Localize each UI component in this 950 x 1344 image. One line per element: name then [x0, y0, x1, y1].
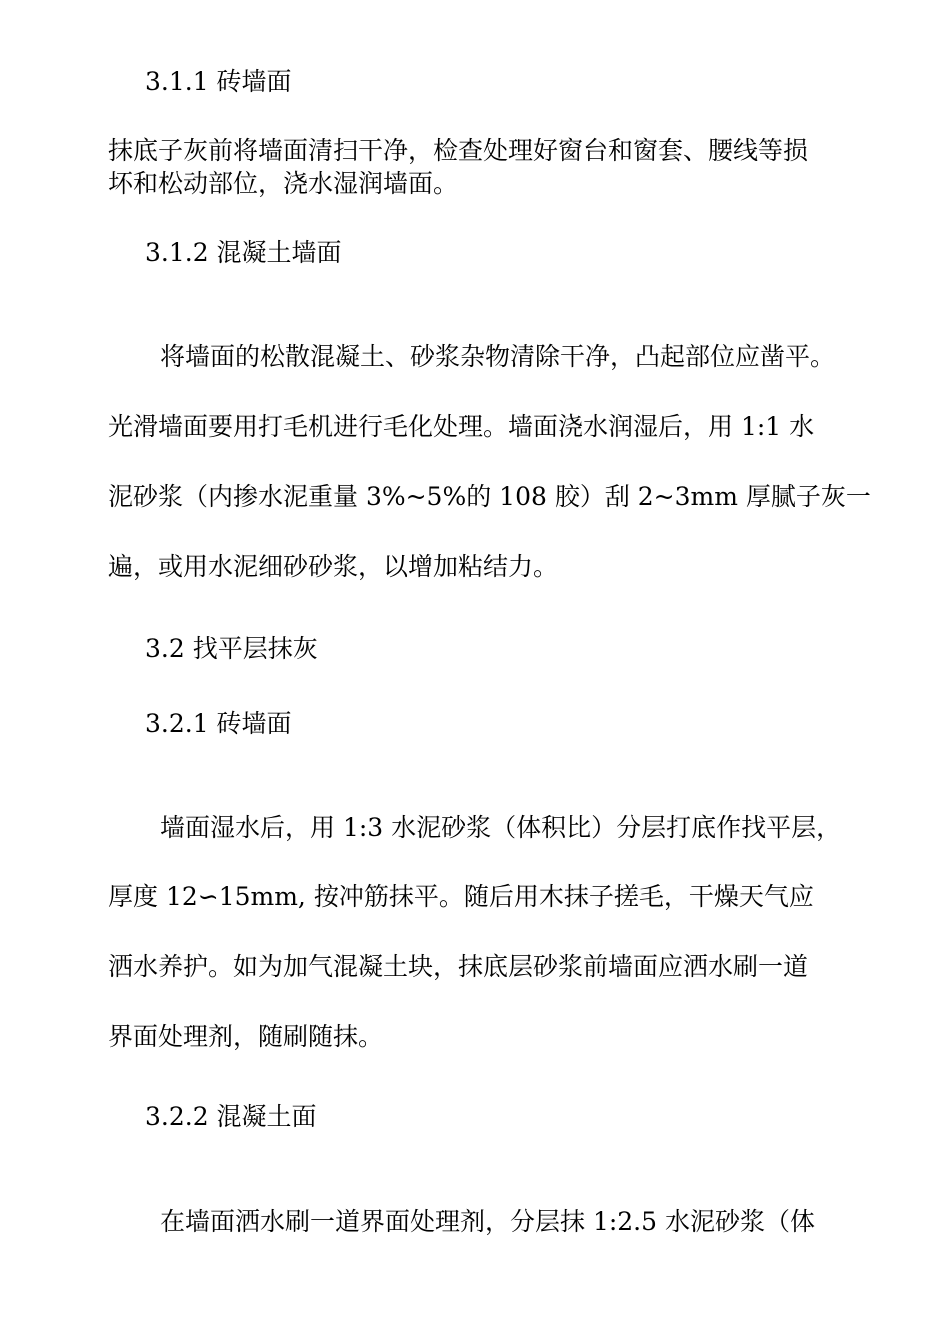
heading-3-1-2: 3.1.2 混凝土墙面 — [145, 238, 342, 267]
heading-3-2-2: 3.2.2 混凝土面 — [145, 1102, 317, 1131]
paragraph-line: 光滑墙面要用打毛机进行毛化处理。墙面浇水润湿后，用 1:1 水 — [108, 412, 815, 441]
paragraph-line: 墙面湿水后，用 1:3 水泥砂浆（体积比）分层打底作找平层， — [160, 813, 842, 842]
paragraph-line: 遍，或用水泥细砂砂浆，以增加粘结力。 — [108, 552, 559, 581]
heading-3-1-1: 3.1.1 砖墙面 — [145, 67, 292, 96]
paragraph-line: 将墙面的松散混凝土、砂浆杂物清除干净，凸起部位应凿平。 — [160, 342, 836, 371]
heading-3-2-1: 3.2.1 砖墙面 — [145, 709, 292, 738]
paragraph-line: 洒水养护。如为加气混凝土块，抹底层砂浆前墙面应洒水刷一道 — [108, 952, 809, 981]
heading-3-2: 3.2 找平层抹灰 — [145, 634, 318, 663]
paragraph-line: 在墙面洒水刷一道界面处理剂，分层抹 1:2.5 水泥砂浆（体 — [160, 1207, 815, 1236]
paragraph-line: 界面处理剂，随刷随抹。 — [108, 1022, 384, 1051]
paragraph-line: 厚度 12∽15mm, 按冲筋抹平。随后用木抹子搓毛，干燥天气应 — [108, 882, 814, 911]
paragraph-line: 坏和松动部位，浇水湿润墙面。 — [108, 169, 459, 198]
paragraph-line: 泥砂浆（内掺水泥重量 3%~5%的 108 胶）刮 2~3mm 厚腻子灰一 — [108, 482, 871, 511]
paragraph-line: 抹底子灰前将墙面清扫干净，检查处理好窗台和窗套、腰线等损 — [108, 136, 809, 165]
